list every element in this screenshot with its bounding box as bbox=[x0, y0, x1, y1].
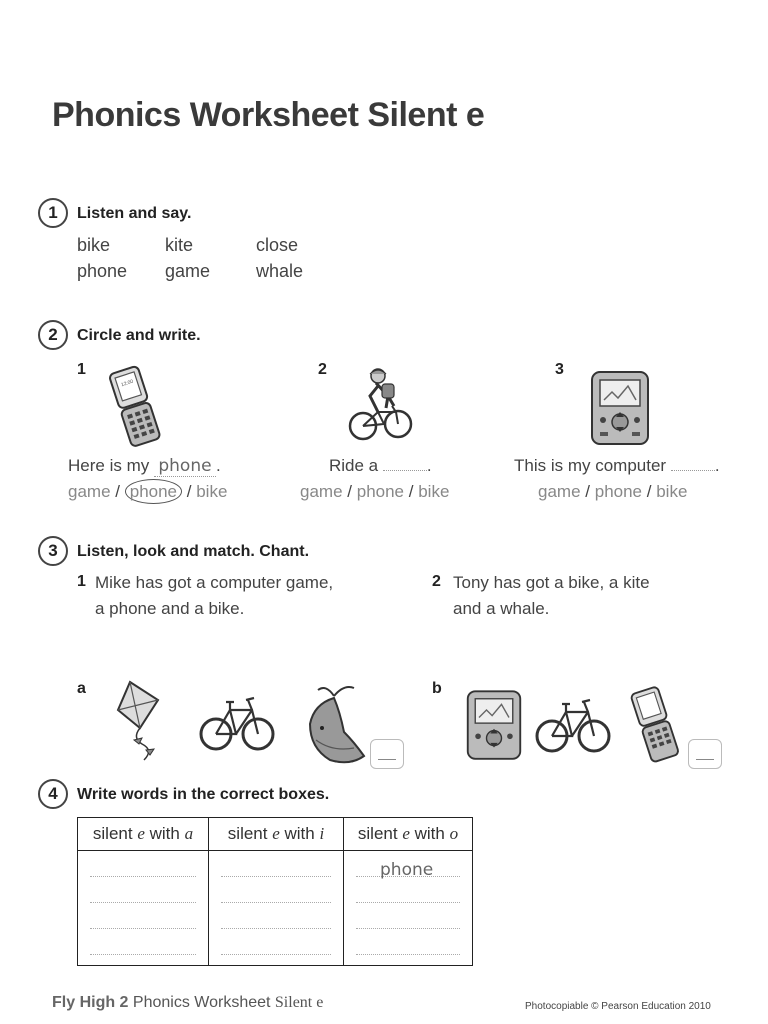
header-e: e bbox=[272, 824, 280, 843]
header-vowel: o bbox=[449, 824, 459, 843]
handheld-game-icon bbox=[464, 688, 524, 762]
item-number-1: 1 bbox=[77, 361, 86, 378]
section-1-title: Listen and say. bbox=[77, 205, 192, 222]
header-prefix: silent bbox=[227, 824, 268, 843]
handheld-game-icon bbox=[588, 370, 652, 446]
footer-brand: Fly High 2 bbox=[52, 994, 129, 1011]
header-e: e bbox=[137, 824, 145, 843]
header-with: with bbox=[284, 824, 315, 843]
column-a-cell bbox=[78, 851, 209, 966]
boy-on-bicycle-icon bbox=[348, 366, 412, 446]
item-number-3: 3 bbox=[555, 361, 564, 378]
option-separator: / bbox=[408, 482, 414, 501]
word-phone: phone bbox=[77, 261, 128, 281]
page-title: Phonics Worksheet Silent e bbox=[52, 96, 485, 134]
word-game: game bbox=[165, 261, 211, 281]
flip-phone-icon bbox=[104, 366, 168, 448]
item-3-sentence bbox=[514, 456, 720, 476]
group-a-answer-box[interactable] bbox=[370, 739, 404, 769]
answer-line[interactable] bbox=[221, 877, 331, 903]
item-3-answer-blank[interactable] bbox=[671, 456, 715, 471]
word-sort-table bbox=[77, 817, 473, 966]
item-2-sentence-prefix: Ride a bbox=[329, 456, 379, 475]
item-1-answer-blank[interactable] bbox=[154, 456, 216, 477]
item-number-2: 2 bbox=[318, 361, 327, 378]
option-separator: / bbox=[186, 482, 192, 501]
chant-1-line-2: a phone and a bike. bbox=[95, 599, 245, 618]
answer-line[interactable] bbox=[90, 929, 196, 955]
header-prefix: silent bbox=[92, 824, 133, 843]
item-2-options bbox=[300, 482, 449, 502]
item-2-sentence bbox=[329, 456, 432, 476]
header-prefix: silent bbox=[357, 824, 398, 843]
item-2-sentence-end: . bbox=[426, 456, 432, 475]
svg-text:12:00: 12:00 bbox=[120, 378, 135, 389]
group-b-letter: b bbox=[432, 680, 442, 697]
item-1-options bbox=[68, 482, 227, 502]
item-1-option-game[interactable]: game bbox=[68, 482, 111, 501]
chant-2-line-1: Tony has got a bike, a kite bbox=[453, 573, 650, 592]
kite-icon bbox=[114, 680, 168, 764]
word-whale: whale bbox=[256, 261, 304, 281]
group-a-letter: a bbox=[77, 680, 86, 697]
item-3-option-phone[interactable]: phone bbox=[594, 482, 643, 501]
group-b-answer-box[interactable] bbox=[688, 739, 722, 769]
option-separator: / bbox=[585, 482, 590, 501]
answer-line[interactable] bbox=[356, 877, 460, 903]
answer-line[interactable] bbox=[221, 851, 331, 877]
chant-1-number: 1 bbox=[77, 573, 86, 590]
answer-line[interactable] bbox=[90, 851, 196, 877]
header-with: with bbox=[149, 824, 180, 843]
bicycle-icon bbox=[536, 690, 610, 760]
column-i-cell bbox=[209, 851, 344, 966]
header-vowel: i bbox=[319, 824, 325, 843]
item-1-sentence bbox=[68, 456, 221, 477]
whale-icon bbox=[304, 682, 368, 766]
header-e: e bbox=[402, 824, 410, 843]
section-4-title: Write words in the correct boxes. bbox=[77, 786, 330, 803]
item-1-sentence-prefix: Here is my bbox=[68, 456, 150, 475]
item-2-option-bike[interactable]: bike bbox=[418, 482, 450, 501]
item-2-option-game[interactable]: game bbox=[300, 482, 343, 501]
item-3-sentence-prefix: This is my computer bbox=[514, 456, 667, 475]
item-1-written-answer: phone bbox=[158, 456, 212, 476]
item-3-options bbox=[538, 482, 687, 502]
answer-line[interactable] bbox=[356, 851, 460, 880]
item-2-answer-blank[interactable] bbox=[383, 456, 427, 471]
word-kite: kite bbox=[165, 235, 194, 255]
bicycle-icon bbox=[200, 688, 274, 758]
answer-line[interactable] bbox=[356, 903, 460, 929]
footer-subtitle: Phonics Worksheet bbox=[132, 994, 271, 1011]
word-close: close bbox=[256, 235, 299, 255]
item-1-option-bike[interactable]: bike bbox=[196, 482, 228, 501]
option-separator: / bbox=[646, 482, 652, 501]
item-1-sentence-end: . bbox=[215, 456, 221, 475]
flip-phone-icon bbox=[626, 686, 686, 764]
section-3-number: 3 bbox=[38, 536, 68, 566]
chant-2-line-2: and a whale. bbox=[453, 599, 550, 618]
chant-2-number: 2 bbox=[432, 573, 441, 590]
item-3-option-game[interactable]: game bbox=[538, 482, 581, 501]
section-2-title: Circle and write. bbox=[77, 327, 201, 344]
option-separator: / bbox=[347, 482, 352, 501]
footer-copyright: Photocopiable © Pearson Education 2010 bbox=[525, 1001, 711, 1012]
example-answer: phone bbox=[380, 860, 434, 880]
item-2-option-phone[interactable]: phone bbox=[356, 482, 405, 501]
answer-line[interactable] bbox=[90, 903, 196, 929]
answer-line[interactable] bbox=[356, 929, 460, 955]
footer-title bbox=[52, 994, 323, 1012]
section-1-number: 1 bbox=[38, 198, 68, 228]
column-header-i bbox=[209, 818, 344, 851]
chant-1-line-1: Mike has got a computer game, bbox=[95, 573, 334, 592]
answer-line[interactable] bbox=[221, 929, 331, 955]
footer-topic: Silent e bbox=[274, 994, 324, 1011]
section-4-number: 4 bbox=[38, 779, 68, 809]
column-o-cell bbox=[344, 851, 473, 966]
item-3-option-bike[interactable]: bike bbox=[656, 482, 688, 501]
section-3-title: Listen, look and match. Chant. bbox=[77, 543, 310, 560]
header-vowel: a bbox=[184, 824, 194, 843]
item-3-sentence-end: . bbox=[714, 456, 720, 475]
option-separator: / bbox=[115, 482, 120, 501]
header-with: with bbox=[414, 824, 445, 843]
answer-line[interactable] bbox=[90, 877, 196, 903]
item-1-option-phone[interactable]: phone bbox=[125, 479, 182, 504]
answer-line[interactable] bbox=[221, 903, 331, 929]
word-bike: bike bbox=[77, 235, 111, 255]
column-header-o bbox=[344, 818, 473, 851]
section-2-number: 2 bbox=[38, 320, 68, 350]
column-header-a bbox=[78, 818, 209, 851]
